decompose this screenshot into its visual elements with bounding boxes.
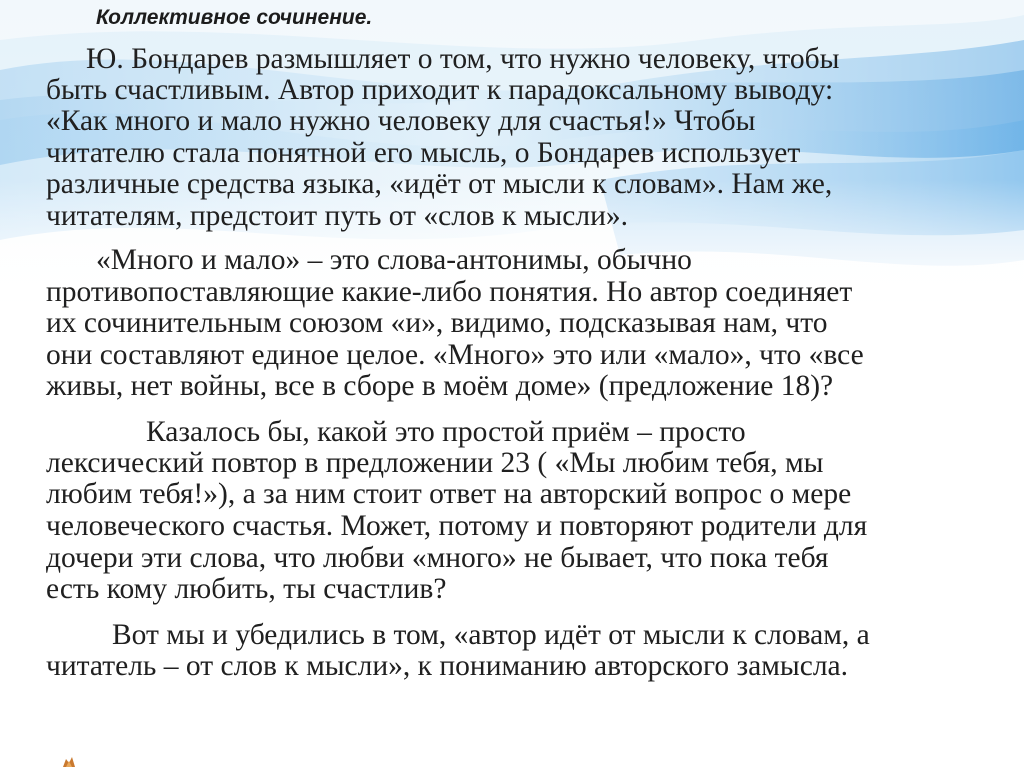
text-line: «Как много и мало нужно человеку для счастья!» Чтобы bbox=[46, 105, 756, 137]
text-line: читатель – от слов к мысли», к пониманию авторского замысла. bbox=[46, 650, 849, 682]
text-line: Вот мы и убедились в том, «автор идёт от мысли к словам, а bbox=[112, 619, 870, 651]
text-line: читателю стала понятной его мысль, о Бондарев использует bbox=[46, 137, 801, 169]
text-line: быть счастливым. Автор приходит к парадоксальному выводу: bbox=[46, 74, 834, 106]
text-line: есть кому любить, ты счастлив? bbox=[46, 573, 447, 605]
text-line: они составляют единое целое. «Много» это или «мало», что «все bbox=[46, 339, 864, 371]
text-line: человеческого счастья. Может, потому и повторяют родители для bbox=[46, 510, 868, 542]
corner-ornament-icon bbox=[62, 756, 76, 767]
slide-title: Коллективное сочинение. bbox=[96, 6, 373, 29]
text-line: дочери эти слова, что любви «много» не бывает, что пока тебя bbox=[46, 542, 829, 574]
text-line: лексический повтор в предложении 23 ( «Мы любим тебя, мы bbox=[46, 447, 824, 479]
text-line: читателям, предстоит путь от «слов к мысли». bbox=[46, 200, 628, 232]
text-line: любим тебя!»), а за ним стоит ответ на авторский вопрос о мере bbox=[46, 478, 852, 510]
text-line: их сочинительным союзом «и», видимо, подсказывая нам, что bbox=[46, 307, 828, 339]
text-line: Ю. Бондарев размышляет о том, что нужно человеку, чтобы bbox=[86, 43, 840, 75]
text-line: живы, нет войны, все в сборе в моём доме» (предложение 18)? bbox=[46, 370, 834, 402]
text-line: противопоставляющие какие-либо понятия. Но автор соединяет bbox=[46, 276, 853, 308]
text-line: различные средства языка, «идёт от мысли к словам». Нам же, bbox=[46, 168, 833, 200]
text-line: «Много и мало» – это слова-антонимы, обычно bbox=[96, 244, 692, 276]
text-line: Казалось бы, какой это простой приём – просто bbox=[146, 416, 746, 448]
